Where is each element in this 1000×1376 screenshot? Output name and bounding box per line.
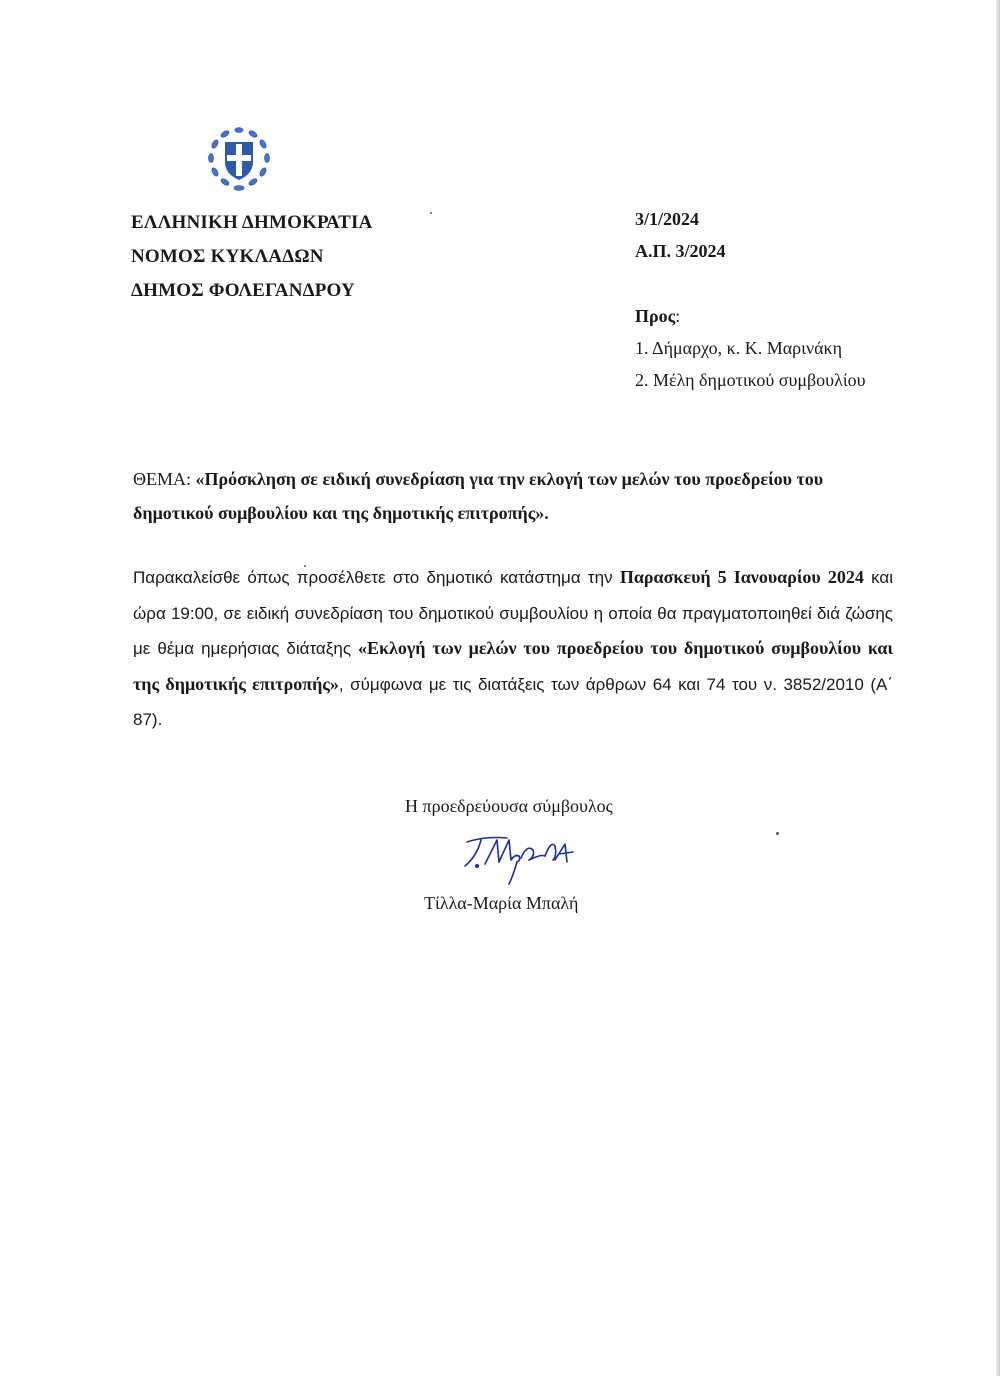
protocol-number: Α.Π. 3/2024 bbox=[635, 241, 726, 261]
recipients-colon: : bbox=[675, 306, 681, 326]
body-paragraph bbox=[133, 560, 893, 738]
recipient-item: 1. Δήμαρχο, κ. Κ. Μαρινάκη bbox=[635, 338, 843, 358]
subject-line bbox=[133, 462, 873, 530]
scan-speck bbox=[430, 212, 432, 214]
handwritten-signature bbox=[455, 826, 595, 892]
body-text-part: Παρακαλείσθε όπως προσέλθετε στο δημοτικό κατάστημα την bbox=[133, 568, 620, 587]
subject-separator: : bbox=[186, 469, 196, 489]
subject-text: «Πρόσκληση σε ειδική συνεδρίαση για την εκλογή των μελών του προεδρείου του δημοτικού συμβουλίου και της δημοτικής επιτροπής». bbox=[133, 469, 824, 523]
body-text-part: , σύμφωνα με τις διατάξεις των άρθρων 64 και 74 του ν. 3852/2010 (Α΄ 87). bbox=[133, 674, 893, 729]
issuer-country: ΕΛΛΗΝΙΚΗ ΔΗΜΟΚΡΑΤΙΑ bbox=[131, 212, 373, 233]
body-text-part: και ώρα 19:00, σε ειδική συνεδρίαση του δημοτικού συμβουλίου η οποία θα πραγματοποιηθεί διά ζώσης με θέμα ημερήσιας διάταξης bbox=[133, 568, 893, 658]
issuer-municipality: ΔΗΜΟΣ ΦΟΛΕΓΑΝΔΡΟΥ bbox=[131, 280, 355, 301]
reference-block bbox=[635, 203, 726, 267]
agenda-item: «Εκλογή των μελών του προεδρείου του δημοτικού συμβουλίου και της δημοτικής επιτροπής» bbox=[133, 638, 893, 694]
scan-speck bbox=[304, 565, 306, 567]
issuer-prefecture: ΝΟΜΟΣ ΚΥΚΛΑΔΩΝ bbox=[131, 246, 324, 267]
document-date: 3/1/2024 bbox=[635, 209, 700, 229]
signatory-title: Η προεδρεύουσα σύμβουλος bbox=[405, 796, 613, 816]
recipients-label: Προς bbox=[635, 306, 676, 326]
recipients-block bbox=[635, 300, 866, 396]
subject-label: ΘΕΜΑ bbox=[133, 469, 186, 489]
issuer-block bbox=[131, 206, 373, 308]
meeting-date: Παρασκευή 5 Ιανουαρίου 2024 bbox=[619, 567, 864, 587]
signatory-name: Τίλλα-Μαρία Μπαλή bbox=[424, 893, 579, 913]
greek-emblem-icon bbox=[203, 122, 275, 194]
recipient-item: 2. Μέλη δημοτικού συμβουλίου bbox=[635, 370, 866, 390]
scan-speck bbox=[776, 832, 779, 835]
page-edge-shadow bbox=[996, 0, 1000, 1376]
